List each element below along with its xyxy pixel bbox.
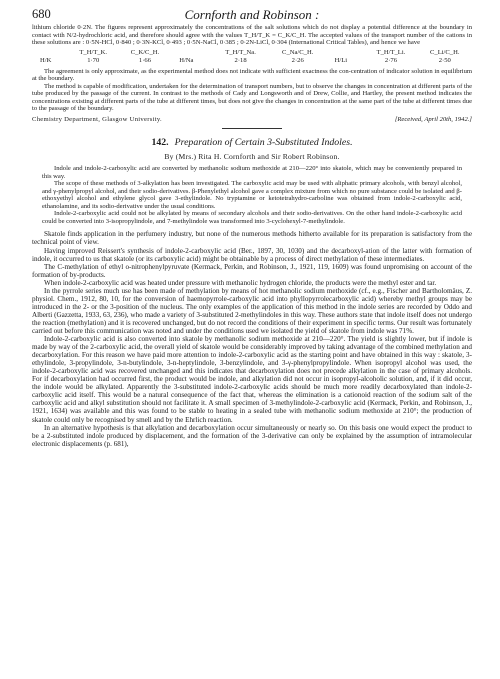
paragraph: The method is capable of modification, undertaken for the determination of transport numbers, but to observe the changes in concentration at different parts of the tube produced by the passage of the current. In contrast to the methods of Cady and Longsworth and of Drew, Collie, and Hartley, the present method indicates the concentrations existing at different parts of the tube at different times, but does not give the changes in concentration at the same part of the tube at different times due to the passage of the boundary. [32, 82, 472, 113]
article-authors: By (Mrs.) Rita H. Cornforth and Sir Robert Robinson. [164, 152, 340, 162]
table-header-cell [327, 49, 365, 57]
body-paragraph: In an alternative hypothesis is that alkylation and decarboxylation occur simultaneously or nearly so. On this basis one would expect the product to be a 2-substituted indole produced by displacement, and the formation of the 3-derivative can only be explained by the assumption of intramolecular electronic displacements (p. 681), [32, 423, 472, 448]
received-date: [Received, April 20th, 1942.] [394, 116, 472, 124]
abstract-paragraph: Indole and indole-2-carboxylic acid are converted by methanolic sodium methoxide at 210—220° into skatole, which may be conveniently prepared in this way. [42, 165, 462, 180]
body-paragraph: Having improved Reissert's synthesis of indole-2-carboxylic acid (Ber., 1897, 30, 1030) and the decarboxyl-ation of the latter with formation of indole, it occurred to us that skatole (or its carboxylic acid) might be obtainable by a process of direct methylation of these intermediates. [32, 246, 472, 263]
body-paragraph: In the pyrrole series much use has been made of methylation by means of hot methanolic sodium methoxide (cf., e.g., Fischer and Bartholomäus, Z. physiol. Chem., 1912, 80, 10, for the conversion of haemopyrrole-carboxylic acid into phyllopyrrolecarboxylic acid) whereby methyl groups may be introduced in the 2- or the 3-position of the nucleus. The only examples of the application of this method in the indole series are recorded by Oddo and Alberti (Gazzetta, 1933, 63, 236), who made a variety of 3-substituted 2-methylindoles in this way. These authors state that indole itself does not undergo the reaction (methylation) and it is recovered unchanged, but do not record the conditions of their experiment in specific terms. Our result was fortunately carried out before this communication was noted and under the conditions used we isolated the yield of skatole from indole was 71%. [32, 286, 472, 335]
running-header [32, 7, 472, 23]
table-cell: 2·76 [384, 56, 397, 64]
institution-address: Chemistry Department, Glasgow University. [32, 116, 162, 124]
table-header-cell: T_H/T_Li. [376, 48, 406, 56]
article-number: 142. [151, 137, 169, 149]
table-header-cell: C_Li/C_H. [430, 48, 460, 56]
continuation-paragraph: lithium chloride 0·2N. The figures represent approximately the concentrations of the salt solutions which do not display a potential difference at the boundary in contact with N/2-hydrochloric acid, and therefore should agree with the values T_H/T_K = C_K/C_H. The accepted values of the transport number of the cations in these solutions are : 0·5N-HCl, 0·840 ; 0·3N-KCl, 0·493 ; 0·5N-NaCl, 0·385 ; 0·2N-LiCl, 0·304 (International Critical Tables), and hence we have [32, 24, 472, 47]
table-header-cell: C_K/C_H. [130, 48, 160, 56]
running-title: Cornforth and Robinson : [184, 7, 320, 22]
body-paragraph: When indole-2-carboxylic acid was heated under pressure with methanolic hydrogen chloride, the products were the methyl ester and tar. [44, 278, 437, 287]
body-paragraph: Skatole finds application in the perfumery industry, but none of the numerous methods hitherto available for its preparation is satisfactory from the technical point of view. [32, 230, 472, 247]
table-cell: 1·70 [87, 56, 100, 64]
section-divider [222, 128, 282, 129]
table-cell: H/Na [179, 56, 194, 64]
table-row [32, 57, 472, 65]
paragraph: The agreement is only approximate, as the experimental method does not indicate with sufficient exactness the con-centration of indicator solution in equilibrium at the boundary. [32, 67, 472, 83]
abstract-paragraph: The scope of these methods of 3-alkylation has been investigated. The carboxylic acid may be used with aliphatic primary alcohols, with benzyl alcohol, and γ-phenylpropyl alcohol, and their sodio-derivatives. β-Phenylethyl alcohol gave a complex mixture from which no pure substance could be isolated and β-ethoxyethyl alcohol and ethylene glycol gave 3-ethylindole. No tryptamine or ketotetrahydro-carboline was obtained from indole-2-carboxylic acid, ethanolamine, and its sodio-derivative under the usual conditions. [42, 180, 462, 210]
table-cell: H/K [40, 56, 52, 64]
address-line [32, 116, 472, 124]
table-cell: 2·50 [438, 56, 451, 64]
article-title [32, 137, 472, 149]
table-cell: H/Li [334, 56, 348, 64]
table-cell: 1·66 [138, 56, 152, 64]
table-cell: 2·26 [291, 56, 304, 64]
abstract-paragraph: Indole-2-carboxylic acid could not be alkylated by means of secondary alcohols and their sodio-derivatives. On the other hand indole-2-carboxylic acid could be converted into 3-isopropylindole, and 7-methylindole was transformed into 3-cyclohexyl-7-methylindole. [42, 210, 462, 225]
body-paragraph: The C-methylation of ethyl o-nitrophenylpyruvate (Kermack, Perkin, and Robinson, J., 1921, 119, 1609) was found unpromising on account of the formation of by-products. [32, 262, 472, 279]
page-body [32, 24, 472, 448]
abstract [42, 165, 462, 225]
table-header-cell: C_Na/C_H. [282, 48, 314, 56]
table-header-cell [32, 49, 68, 57]
table-header-cell: T_H/T_Na. [225, 48, 256, 56]
ratio-table [32, 49, 472, 65]
table-header-cell: T_H/T_K. [79, 48, 108, 56]
article-title-text: Preparation of Certain 3-Substituted Indoles. [174, 137, 353, 149]
table-header-cell [171, 49, 212, 57]
page-number: 680 [32, 7, 51, 21]
table-header-row [32, 49, 472, 57]
body-paragraph: Indole-2-carboxylic acid is also converted into skatole by methanolic sodium methoxide at 210—220°. The yield is slightly lower, but if indole is made by way of the 2-carboxylic acid, the overall yield of skatole would be considerably improved by taking advantage of the combined methylation and decarboxylation. For this reason we have paid more attention to indole-2-carboxylic acid as the starting point and have obtained in this way : skatole, 3-ethylindole, 3-propylindole, 3-n-butylindole, 3-n-heptylindole, 3-benzylindole, and 3-γ-phenylpropylindole. When isopropyl alcohol was used, the indole-2-carboxylic acid was recovered unchanged and this indicates that decarboxylation does not precede alkylation in the case of primary alcohols. For if decarboxylation had occurred first, the product would be indole, and alkylation did not occur in isopropyl-alcoholic solution, and, if it did occur, the indole would be alkylated. Apparently the 3-substituted indole-2-carboxylic acids should be much more readily decarboxylated than indole-2-carboxylic acid itself. This would be a natural consequence of the fact that, whereas the elimination is a cationoid reaction of the sodium salt of the carboxylic acid and alkyl substitution should not facilitate it. A small specimen of 3-methylindole-2-carboxylic acid (Kermack, Perkin, and Robinson, J., 1921, 1634) was available and this was found to be stable to heating in a sealed tube with methanolic sodium methoxide at 210°; the production of skatole could only be recognised by smell and by the Ehrlich reaction. [32, 335, 472, 424]
table-cell: 2·18 [234, 56, 247, 64]
